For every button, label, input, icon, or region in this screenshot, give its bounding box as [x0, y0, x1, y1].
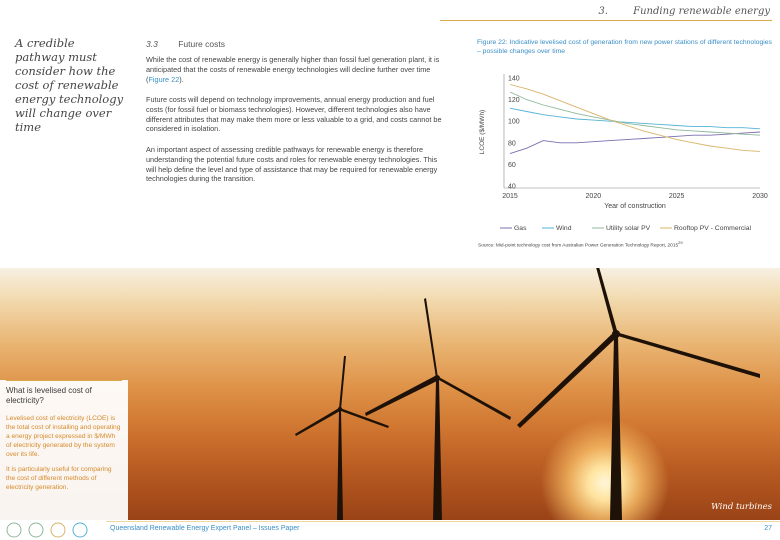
- footer-logo-icon-3: [51, 523, 65, 537]
- x-axis-label: Year of construction: [604, 203, 666, 210]
- chapter-header: [598, 6, 770, 17]
- footer-document-title: Queensland Renewable Energy Expert Panel – Issues Paper: [110, 525, 300, 532]
- turbine-2-blade-left: [365, 376, 437, 416]
- section-number: 3.3: [146, 39, 158, 49]
- x-tick-label-2: 2025: [668, 193, 685, 200]
- footer-logo-strip: [2, 521, 102, 539]
- lcoe-line-chart: [470, 62, 770, 238]
- series-line-utility-solar-pv: [510, 92, 760, 135]
- y-tick-label-0: 40: [508, 183, 516, 191]
- legend-label-gas: Gas: [514, 225, 527, 232]
- legend-label-wind: Wind: [556, 225, 572, 232]
- sidebar-paragraph-2: It is particularly useful for comparing the cost of different methods of electricity generation.: [6, 466, 112, 491]
- x-tick-label-0: 2015: [502, 193, 518, 200]
- footer-logo-icon-2: [29, 523, 43, 537]
- sidebar-paragraph-1: Levelised cost of electricity (LCOE) is the total cost of installing and operating a energy project expressed in $/MWh of electricity generated by the system over its life.: [6, 415, 121, 458]
- figure-source-text: Source: Mid-point technology cost from Australian Power Generation Technology Report, 2015: [478, 243, 679, 249]
- series-line-wind: [510, 108, 760, 129]
- turbine-2-blade-right: [437, 376, 511, 420]
- figure-source-footnote: 29: [678, 240, 683, 245]
- turbine-3-blade-left: [295, 408, 340, 436]
- footer-logo-icon-1: [7, 523, 21, 537]
- body-paragraph-3: An important aspect of assessing credible pathways for renewable energy is therefore understanding the potential future costs and roles for renewable energy technologies. This will help define the level and type of assistance that may be required for renewable energy technologies during the transition.: [146, 145, 438, 184]
- x-tick-label-3: 2030: [752, 193, 768, 200]
- lcoe-definition-box: [0, 380, 128, 520]
- figure-reference-link[interactable]: Figure 22: [148, 74, 180, 84]
- y-tick-label-4: 120: [508, 97, 520, 105]
- header-divider: [440, 20, 772, 21]
- page-number: 27: [764, 525, 772, 532]
- y-tick-label-2: 80: [508, 140, 516, 148]
- turbine-3-blade-up: [339, 356, 346, 409]
- section-heading: [146, 39, 225, 49]
- pull-quote: A credible pathway must consider how the cost of renewable energy technology will change over time: [15, 36, 124, 134]
- sidebar-title: What is levelised cost of electricity?: [6, 386, 92, 405]
- turbine-3-blade-right: [340, 408, 389, 428]
- footer-logo-icon-4: [73, 523, 87, 537]
- chapter-number: 3.: [598, 6, 608, 17]
- turbine-3-tower: [337, 410, 343, 520]
- series-line-gas: [510, 132, 760, 154]
- turbine-1-tower: [610, 336, 622, 520]
- turbine-1-blade-right: [616, 332, 760, 378]
- y-tick-label-3: 100: [508, 118, 520, 126]
- chapter-title: Funding renewable energy: [633, 6, 770, 17]
- figure-source: [478, 240, 683, 249]
- y-tick-label-1: 60: [508, 161, 516, 169]
- y-tick-label-5: 140: [508, 75, 520, 83]
- body-paragraph-2: Future costs will depend on technology improvements, annual energy production and fuel costs (for fossil fuel or biomass technologies). However, different technologies also have different attributes that may make them more or less valuable to a grid, and costs cannot be considered in isolation.: [146, 95, 442, 134]
- legend-label-rooftop-pv-commercial: Rooftop PV - Commercial: [674, 225, 752, 232]
- footer-divider: [106, 521, 780, 522]
- body-paragraph-1: [146, 55, 444, 84]
- y-axis-label: LCOE ($/MWh): [479, 109, 486, 155]
- legend-label-utility-solar-pv: Utility solar PV: [606, 225, 651, 232]
- turbine-2-tower: [433, 380, 442, 520]
- paragraph-1-text: While the cost of renewable energy is generally higher than fossil fuel generation plant, it is anticipated that the costs of renewable energy technologies will decline further over time (: [146, 55, 440, 84]
- sidebar-divider: [6, 380, 122, 381]
- figure-caption: Figure 22: Indicative levelised cost of generation from new power stations of different technologies – possible changes over time: [477, 39, 772, 55]
- turbine-1-blade-left: [517, 332, 616, 428]
- paragraph-1-end: ).: [179, 74, 184, 84]
- x-tick-label-1: 2020: [585, 193, 602, 200]
- turbine-2-blade-up: [424, 298, 438, 378]
- photo-credit: Wind turbines: [711, 502, 772, 512]
- section-title: Future costs: [178, 39, 225, 49]
- turbine-1-blade-up: [586, 268, 618, 334]
